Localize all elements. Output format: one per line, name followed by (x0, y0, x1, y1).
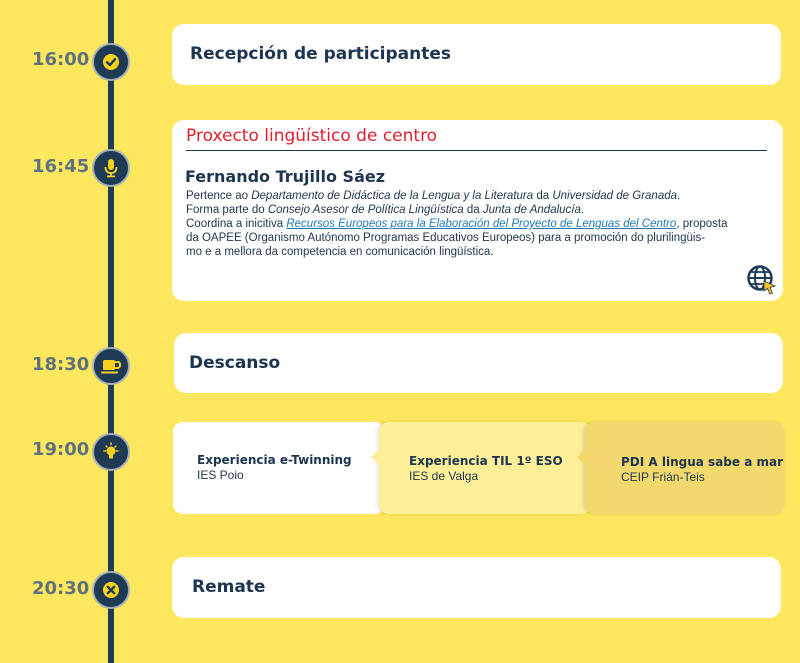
resources-link[interactable]: Recursos Europeos para la Elaboración del Proyecto de Lenguas del Centro (286, 218, 677, 230)
experience-title: Experiencia TIL 1º ESO (409, 454, 563, 468)
talk-topic: Proxecto lingüístico de centro (186, 126, 767, 151)
coffee-cup-icon (92, 347, 130, 385)
session-card-talk (172, 120, 783, 301)
time-label: 20:30 (32, 578, 90, 599)
experience-card-pdi[interactable] (585, 422, 785, 514)
speaker-bio: Pertence ao Departamento de Didáctica de la Lengua y la Literatura da Universidad de Granada. Forma parte do Consejo Asesor de Política Lingüística da Junta de Andalucía. Coordina a inicitiva Recursos Europeos para la Elaboración del Proyecto de Lenguas del Centro, proposta da OAPEE (Organismo Autónomo Programas Educativos Europeos) para a promoción do plurilingüis- mo e a mellora da competencia en comunicación lingüística. (186, 190, 728, 258)
experience-school: CEIP Frián-Teis (621, 470, 705, 484)
time-label: 19:00 (32, 439, 90, 460)
session-card-break[interactable] (174, 333, 783, 393)
time-label: 16:00 (32, 49, 90, 70)
session-title: Recepción de participantes (190, 44, 452, 64)
session-card-reception[interactable] (172, 24, 781, 85)
session-title: Remate (192, 577, 266, 597)
session-title: Descanso (189, 353, 281, 373)
timeline-line (108, 0, 114, 663)
experience-title: Experiencia e-Twinning (197, 453, 352, 467)
speaker-name: Fernando Trujillo Sáez (185, 167, 386, 186)
microphone-icon (92, 149, 130, 187)
experience-title: PDI A lingua sabe a mar (621, 455, 783, 469)
experience-card-etwinning[interactable] (173, 422, 385, 514)
close-x-icon (92, 571, 130, 609)
experience-school: IES Poio (197, 468, 244, 482)
session-card-closing[interactable] (172, 557, 781, 618)
time-label: 18:30 (32, 354, 90, 375)
time-label: 16:45 (32, 156, 90, 177)
experience-school: IES de Valga (409, 469, 479, 483)
lightbulb-icon (92, 433, 130, 471)
globe-cursor-icon[interactable] (747, 265, 777, 295)
card-arrow (371, 448, 380, 466)
check-icon (92, 43, 130, 81)
card-arrow (577, 448, 586, 466)
experience-card-til[interactable] (379, 422, 591, 514)
